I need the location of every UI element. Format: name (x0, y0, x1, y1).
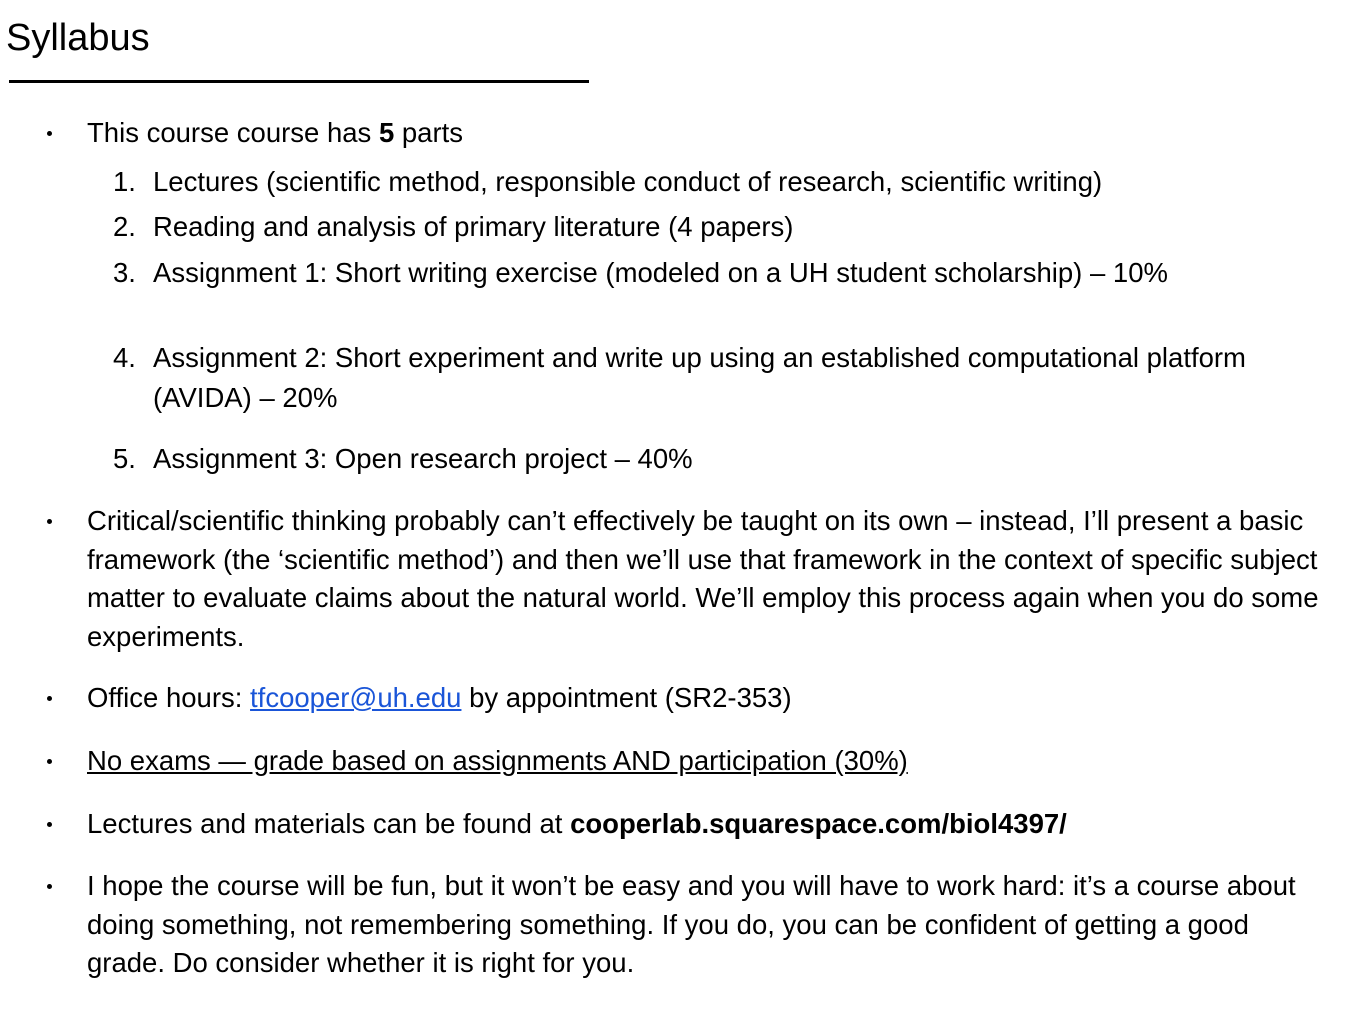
list-number: 3. (113, 257, 136, 288)
list-item-text: Assignment 3: Open research project – 40% (153, 443, 693, 474)
bullet-text: Lectures and materials can be found at (87, 808, 571, 839)
list-item-text: Lectures (scientific method, responsible conduct of research, scientific writing) (153, 166, 1103, 197)
bullet-expectations (87, 867, 1317, 983)
bullet-text: parts (394, 117, 464, 148)
bullet-text: Office hours: (87, 682, 251, 713)
list-item-part-3 (113, 253, 1273, 293)
parts-count: 5 (378, 117, 395, 148)
bullet-icon (47, 759, 52, 764)
list-item-text: Assignment 2: Short experiment and write up using an established computational platform (AVIDA) – 20% (153, 342, 1246, 413)
bullet-office-hours (87, 679, 1342, 718)
list-item-text: Assignment 1: Short writing exercise (modeled on a UH student scholarship) – 10% (153, 257, 1168, 288)
bullet-icon (47, 696, 52, 701)
list-number: 1. (113, 166, 136, 197)
bullet-course-parts (87, 114, 1342, 153)
bullet-icon (47, 822, 52, 827)
bullet-icon (47, 131, 52, 136)
list-item-part-1 (113, 162, 1313, 202)
title-underline (9, 80, 589, 83)
bullet-text: No exams — grade based on assignments AND participation (30%) (87, 745, 908, 776)
bullet-critical-thinking (87, 502, 1342, 656)
slide-title: Syllabus (6, 17, 150, 59)
list-number: 5. (113, 443, 136, 474)
list-item-part-4 (113, 338, 1313, 418)
bullet-icon (47, 884, 52, 889)
bullet-no-exams (87, 742, 1342, 781)
bullet-text: This course course has (87, 117, 379, 148)
course-url: cooperlab.squarespace.com/biol4397/ (570, 808, 1067, 839)
list-item-part-2 (113, 207, 1313, 247)
bullet-text: Critical/scientific thinking probably can’t effectively be taught on its own – instead, I’ll present a basic framework (the ‘scientific method’) and then we’ll use that framework in the context of specific subject matter to evaluate claims about the natural world. We’ll employ this process again when you do some experiments. (87, 505, 1319, 652)
bullet-materials (87, 805, 1342, 844)
bullet-icon (47, 519, 52, 524)
email-link[interactable]: tfcooper@uh.edu (250, 682, 462, 713)
bullet-text: by appointment (SR2-353) (461, 682, 792, 713)
bullet-text: I hope the course will be fun, but it won’t be easy and you will have to work hard: it’s a course about doing something, not remembering something. If you do, you can be confident of getting a good grade. Do consider whether it is right for you. (87, 870, 1296, 978)
list-item-text: Reading and analysis of primary literature (4 papers) (153, 211, 794, 242)
list-number: 2. (113, 211, 136, 242)
list-item-part-5 (113, 439, 1313, 479)
list-number: 4. (113, 342, 136, 373)
